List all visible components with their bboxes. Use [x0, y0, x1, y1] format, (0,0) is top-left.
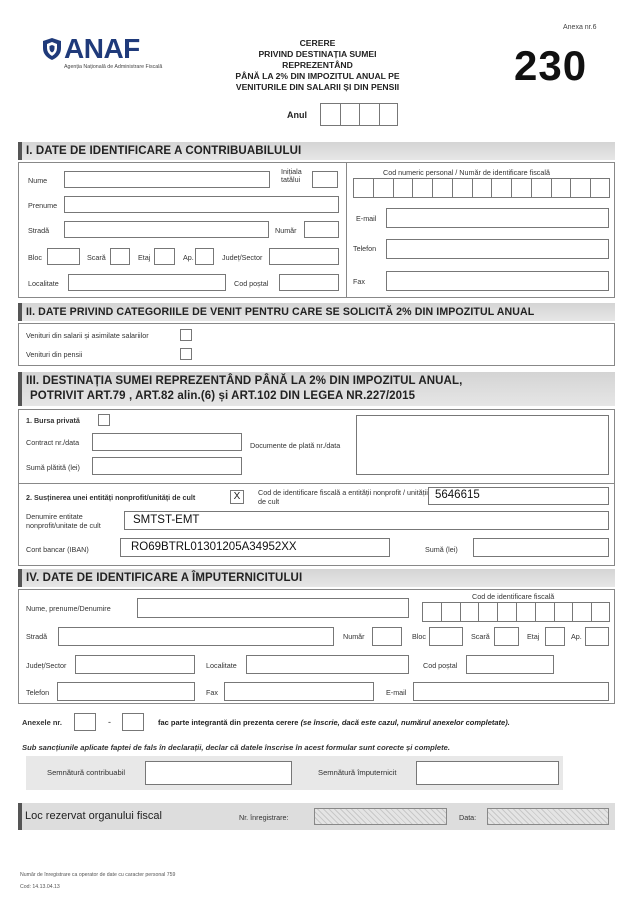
- nume-input[interactable]: [64, 171, 270, 188]
- label-imp-localitate: Localitate: [206, 661, 237, 670]
- sustinere-checkbox[interactable]: [230, 490, 244, 504]
- annex-label: Anexa nr.6: [563, 24, 597, 31]
- form-title: [230, 38, 405, 93]
- sustinere-check-mark: X: [233, 491, 241, 502]
- iban-value: RO69BTRL01301205A34952XX: [131, 541, 297, 553]
- label-venit-salarii: Venituri din salarii și asimilate salariilor: [26, 331, 149, 340]
- label-numar: Număr: [275, 226, 297, 235]
- label-semnatura-imputernicit: Semnătură împuternicit: [318, 768, 397, 777]
- numar-input[interactable]: [304, 221, 339, 238]
- label-imp-telefon: Telefon: [26, 688, 50, 697]
- label-etaj: Etaj: [138, 253, 151, 262]
- form-code: Cod: 14.13.04.13: [20, 884, 60, 890]
- cod-entitate-value: 5646615: [435, 489, 480, 501]
- label-suma-platita: Sumă plătită (lei): [26, 463, 80, 472]
- year-input[interactable]: [320, 103, 398, 126]
- anaf-shield-icon: [42, 37, 62, 61]
- denumire-input[interactable]: [124, 511, 609, 530]
- label-suma: Sumă (lei): [425, 545, 458, 554]
- title-line-3: PÂNĂ LA 2% DIN IMPOZITUL ANUAL PE: [235, 71, 400, 81]
- title-line-2: PRIVIND DESTINAȚIA SUMEI REPREZENTÂND: [258, 49, 377, 70]
- venit-salarii-checkbox[interactable]: [180, 329, 192, 341]
- fax-input[interactable]: [386, 271, 609, 291]
- label-denumire: Denumire entitate nonprofit/unitate de cult: [26, 512, 101, 530]
- iban-input[interactable]: [120, 538, 390, 557]
- imp-etaj-input[interactable]: [545, 627, 565, 646]
- semnatura-contribuabil-input[interactable]: [145, 761, 292, 785]
- judet-input[interactable]: [269, 248, 339, 265]
- scara-input[interactable]: [110, 248, 130, 265]
- label-strada: Stradă: [28, 226, 50, 235]
- label-scara: Scară: [87, 253, 106, 262]
- title-line-4: VENITURILE DIN SALARII ȘI DIN PENSII: [235, 82, 400, 92]
- operator-note: Număr de înregistrare ca operator de date cu caracter personal 759: [20, 872, 176, 878]
- label-imp-bloc: Bloc: [412, 632, 426, 641]
- label-nume: Nume: [28, 176, 48, 185]
- suma-input[interactable]: [473, 538, 609, 557]
- anexe-statement: [158, 718, 510, 727]
- label-iban: Cont bancar (IBAN): [26, 545, 89, 554]
- logo-subtitle: Agenția Națională de Administrare Fiscală: [64, 64, 163, 70]
- imp-cod-postal-input[interactable]: [466, 655, 554, 674]
- label-imp-email: E-mail: [386, 688, 407, 697]
- label-localitate: Localitate: [28, 279, 59, 288]
- form-number: 230: [514, 42, 588, 89]
- section-2-body: [18, 323, 615, 366]
- label-loc-rezervat: Loc rezervat organului fiscal: [25, 810, 162, 822]
- imp-scara-input[interactable]: [494, 627, 519, 646]
- section-3-divider: [18, 483, 615, 484]
- semnatura-imputernicit-input[interactable]: [416, 761, 559, 785]
- label-cod-postal: Cod poștal: [234, 279, 269, 288]
- label-imp-ap: Ap.: [571, 632, 582, 641]
- anexe-integranta: fac parte integrantă din prezenta cerere: [158, 718, 299, 727]
- denumire-value: SMTST-EMT: [133, 514, 200, 526]
- label-imp-scara: Scară: [471, 632, 490, 641]
- anaf-logo: [42, 33, 182, 81]
- label-initiala: Inițiala tatălui: [281, 167, 302, 184]
- documente-input[interactable]: [356, 415, 609, 475]
- label-imp-cod-postal: Cod poștal: [423, 661, 458, 670]
- label-imp-etaj: Etaj: [527, 632, 540, 641]
- section-1-header: [18, 142, 615, 160]
- anexe-to-input[interactable]: [122, 713, 144, 731]
- label-bursa: 1. Bursa privată: [26, 416, 80, 425]
- imp-telefon-input[interactable]: [57, 682, 195, 701]
- imp-email-input[interactable]: [413, 682, 609, 701]
- bursa-checkbox[interactable]: [98, 414, 110, 426]
- label-imp-strada: Stradă: [26, 632, 48, 641]
- label-cod-entitate: Cod de identificare fiscală a entității nonprofit / unității de cult: [258, 488, 428, 506]
- data-field: [487, 808, 609, 825]
- venit-pensii-checkbox[interactable]: [180, 348, 192, 360]
- imp-numar-input[interactable]: [372, 627, 402, 646]
- imp-cif-input[interactable]: [422, 602, 610, 622]
- suma-platita-input[interactable]: [92, 457, 242, 475]
- label-imp-cif: Cod de identificare fiscală: [472, 592, 555, 601]
- cod-entitate-input[interactable]: [428, 487, 609, 505]
- label-prenume: Prenume: [28, 201, 58, 210]
- label-semnatura-contribuabil: Semnătură contribuabil: [47, 768, 126, 777]
- label-email: E-mail: [356, 214, 377, 223]
- label-contract: Contract nr./data: [26, 438, 80, 447]
- cnp-input[interactable]: [353, 178, 610, 198]
- label-ap: Ap.: [183, 253, 194, 262]
- label-imp-nume: Nume, prenume/Denumire: [26, 604, 111, 613]
- logo-text: ANAF: [64, 33, 140, 64]
- section-2-header: [18, 303, 615, 321]
- telefon-input[interactable]: [386, 239, 609, 259]
- email-input[interactable]: [386, 208, 609, 228]
- label-documente: Documente de plată nr./data: [250, 441, 341, 450]
- imp-fax-input[interactable]: [224, 682, 374, 701]
- label-data: Data:: [459, 813, 477, 822]
- contract-input[interactable]: [92, 433, 242, 451]
- anexe-dash: -: [108, 717, 111, 727]
- label-fax: Fax: [353, 277, 365, 286]
- label-anexele: Anexele nr.: [22, 718, 63, 727]
- imp-judet-input[interactable]: [75, 655, 195, 674]
- section-2-title: II. DATE PRIVIND CATEGORIILE DE VENIT PENTRU CARE SE SOLICITĂ 2% DIN IMPOZITUL ANUAL: [26, 306, 535, 318]
- localitate-input[interactable]: [68, 274, 226, 291]
- label-bloc: Bloc: [28, 253, 42, 262]
- section-4-title: IV. DATE DE IDENTIFICARE A ÎMPUTERNICITULUI: [26, 572, 303, 584]
- declaration-text: Sub sancțiunile aplicate faptei de fals în declarații, declar că datele înscrise în acest formular sunt corecte și complete.: [22, 743, 450, 752]
- imp-nume-input[interactable]: [137, 598, 409, 618]
- year-label: Anul: [287, 110, 307, 120]
- anexe-note: (se înscrie, dacă este cazul, numărul anexelor completate).: [300, 718, 510, 727]
- imp-localitate-input[interactable]: [246, 655, 409, 674]
- section-1-divider: [346, 162, 347, 298]
- section-1-title: I. DATE DE IDENTIFICARE A CONTRIBUABILULUI: [26, 145, 302, 157]
- label-imp-fax: Fax: [206, 688, 218, 697]
- section-3-title-line-1: III. DESTINAȚIA SUMEI REPREZENTÂND PÂNĂ LA 2% DIN IMPOZITUL ANUAL,: [26, 375, 463, 387]
- title-line-1: CERERE: [299, 38, 336, 48]
- imp-bloc-input[interactable]: [429, 627, 463, 646]
- label-telefon: Telefon: [353, 244, 377, 253]
- anexe-from-input[interactable]: [74, 713, 96, 731]
- label-venit-pensii: Venituri din pensii: [26, 350, 83, 359]
- label-sustinere: 2. Susținerea unei entități nonprofit/unități de cult: [26, 493, 196, 502]
- label-nr-inregistrare: Nr. înregistrare:: [239, 813, 289, 822]
- cod-postal-input[interactable]: [279, 274, 339, 291]
- imp-ap-input[interactable]: [585, 627, 609, 646]
- label-imp-numar: Număr: [343, 632, 365, 641]
- prenume-input[interactable]: [64, 196, 339, 213]
- etaj-input[interactable]: [154, 248, 175, 265]
- label-imp-judet: Județ/Sector: [26, 661, 67, 670]
- section-3-header: [18, 372, 615, 406]
- imp-strada-input[interactable]: [58, 627, 334, 646]
- initiala-input[interactable]: [312, 171, 338, 188]
- section-3-title-line-2: POTRIVIT ART.79 , ART.82 alin.(6) și ART.102 DIN LEGEA NR.227/2015: [30, 390, 416, 402]
- bloc-input[interactable]: [47, 248, 80, 265]
- label-cnp: Cod numeric personal / Număr de identificare fiscală: [383, 168, 550, 177]
- nr-inregistrare-field: [314, 808, 447, 825]
- ap-input[interactable]: [195, 248, 214, 265]
- strada-input[interactable]: [64, 221, 269, 238]
- label-judet: Județ/Sector: [222, 253, 263, 262]
- section-4-header: [18, 569, 615, 587]
